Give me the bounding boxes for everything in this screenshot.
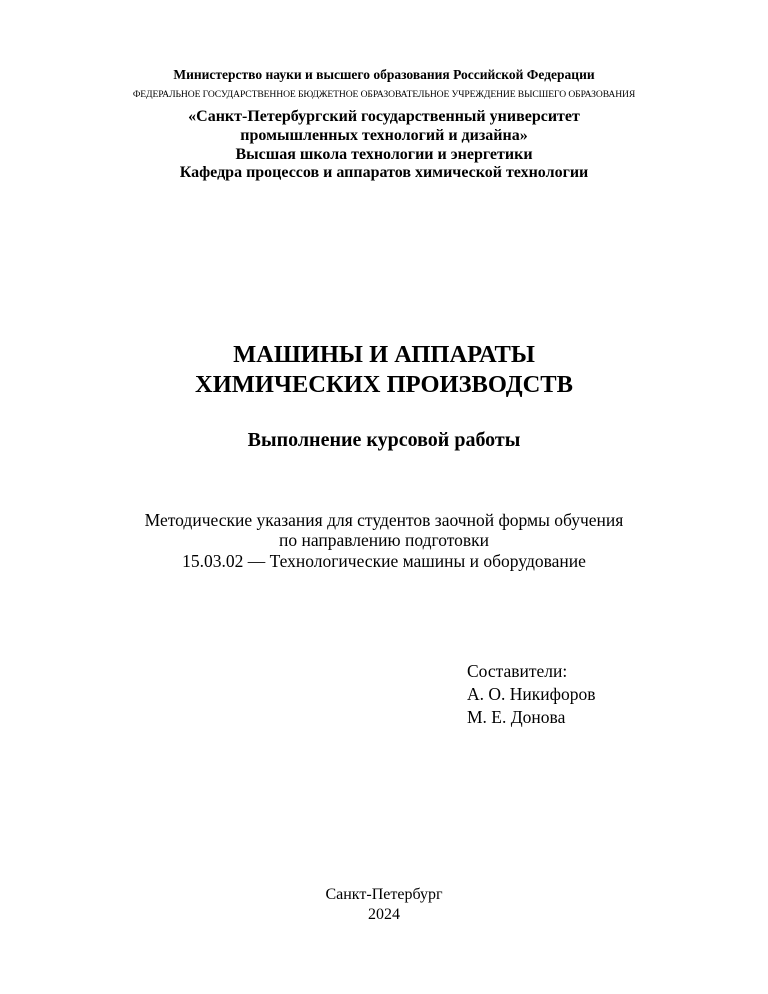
document-title-line-1: МАШИНЫ И АППАРАТЫ: [233, 341, 535, 368]
publication-city: Санкт-Петербург: [325, 886, 443, 903]
ministry-line: Министерство науки и высшего образования Российской Федерации: [173, 67, 595, 82]
authors-block: [467, 660, 596, 729]
federal-institution-line: ФЕДЕРАЛЬНОЕ ГОСУДАРСТВЕННОЕ БЮДЖЕТНОЕ ОБРАЗОВАТЕЛЬНОЕ УЧРЕЖДЕНИЕ ВЫСШЕГО ОБРАЗОВАНИЯ: [132, 89, 636, 100]
authors-label: Составители:: [467, 661, 568, 681]
description-line-2: по направлению подготовки: [278, 530, 490, 550]
university-name-line-2: промышленных технологий и дизайна»: [240, 127, 528, 144]
author-name: А. О. Никифоров: [467, 684, 596, 704]
department-name: Кафедра процессов и аппаратов химической технологии: [179, 164, 589, 181]
description-line-3: 15.03.02 — Технологические машины и оборудование: [182, 551, 586, 571]
document-subtitle: Выполнение курсовой работы: [247, 429, 521, 451]
description-line-1: Методические указания для студентов заочной формы обучения: [144, 510, 624, 530]
school-name: Высшая школа технологии и энергетики: [235, 146, 533, 163]
publication-year: 2024: [368, 906, 400, 923]
author-name: М. Е. Донова: [467, 707, 566, 727]
university-name-line-1: «Санкт-Петербургский государственный университет: [188, 108, 580, 125]
document-title-line-2: ХИМИЧЕСКИХ ПРОИЗВОДСТВ: [195, 371, 573, 398]
